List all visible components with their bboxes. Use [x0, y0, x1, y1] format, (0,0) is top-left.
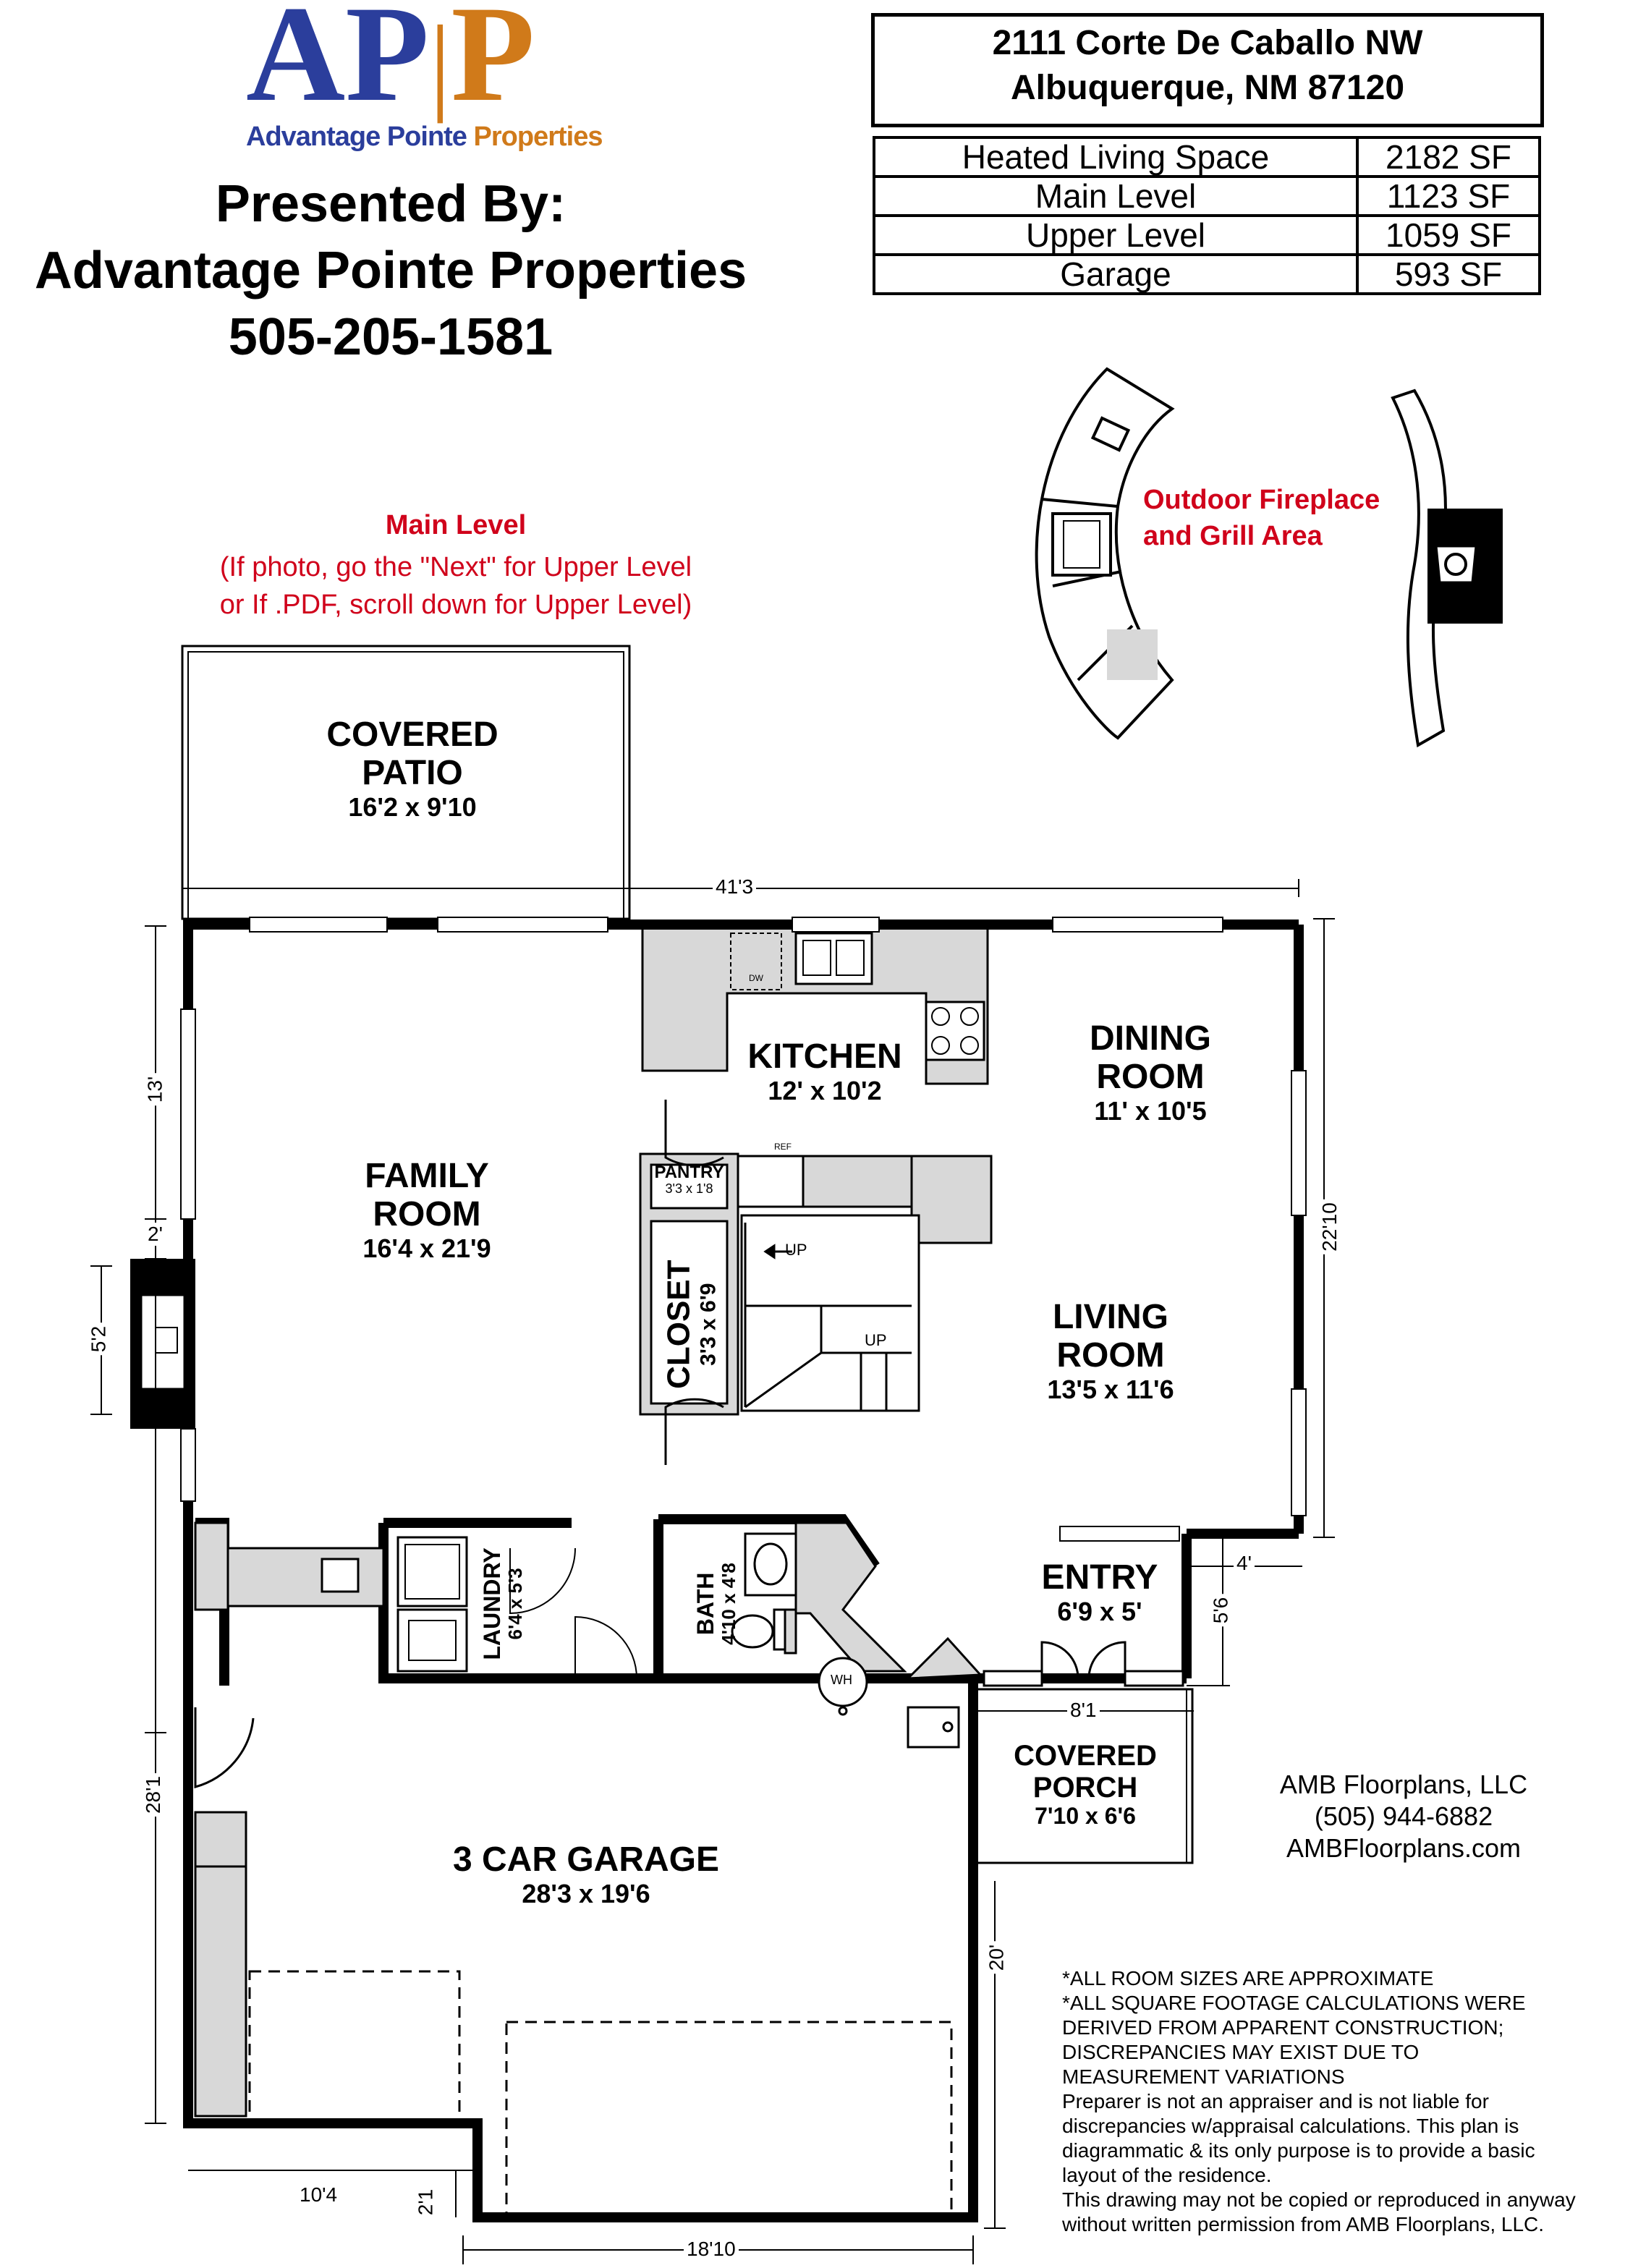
covered-patio-name-line1: COVERED: [326, 715, 498, 754]
room-laundry: [480, 1513, 526, 1694]
room-covered-porch: [984, 1740, 1187, 1829]
dim-right-2210: 22'10: [1318, 1199, 1341, 1254]
pantry-name: PANTRY: [654, 1163, 724, 1182]
level-title: Main Level: [385, 510, 527, 540]
room-dining: [1042, 1020, 1259, 1125]
garage-car-bays: [250, 1971, 951, 2214]
dim-right-4: 4': [1234, 1552, 1255, 1575]
room-pantry: [648, 1163, 731, 1197]
dim-left-2: 2': [145, 1223, 166, 1246]
disclaimer-line: DISCREPANCIES MAY EXIST DUE TO: [1062, 2041, 1420, 2063]
closet-size: 3'3 x 6'9: [696, 1283, 721, 1366]
room-garage: [405, 1841, 767, 1908]
kitchen-name: KITCHEN: [747, 1037, 902, 1076]
sqft-value: 593 SF: [1357, 255, 1540, 294]
sqft-label: Heated Living Space: [874, 137, 1357, 177]
entry-angled-wall: [908, 1639, 980, 1678]
bath-name: BATH: [692, 1572, 719, 1636]
disclaimer-line: diagrammatic & its only purpose is to provide a basic: [1062, 2139, 1535, 2162]
garage-shelf: [195, 1812, 246, 2116]
disclaimer-line: *ALL ROOM SIZES ARE APPROXIMATE: [1062, 1967, 1434, 1989]
room-living: [1006, 1299, 1215, 1403]
disclaimer-text: [1062, 1966, 1612, 2237]
covered-porch-size: 7'10 x 6'6: [1035, 1803, 1136, 1829]
living-room-size: 13'5 x 11'6: [1047, 1374, 1174, 1404]
outdoor-fireplace: [1393, 391, 1501, 745]
presented-by-label: Presented By:: [215, 175, 567, 233]
disclaimer-line: DERIVED FROM APPARENT CONSTRUCTION;: [1062, 2016, 1504, 2039]
preparer-phone: (505) 944-6882: [1314, 1801, 1493, 1831]
disclaimer-line: This drawing may not be copied or reproduced in anyway: [1062, 2188, 1576, 2211]
disclaimer-line: discrepancies w/appraisal calculations. This plan is: [1062, 2115, 1519, 2137]
room-entry: [1013, 1559, 1187, 1626]
dim-porch-81: 8'1: [1067, 1699, 1100, 1722]
bath-fixtures: [732, 1534, 796, 1653]
dim-top-width: 41'3: [713, 875, 756, 899]
address-line2: Albuquerque, NM 87120: [1010, 69, 1405, 107]
dishwasher-label: DW: [749, 973, 763, 983]
dim-bottom-21: 2'1: [414, 2186, 437, 2219]
presenter-phone: 505-205-1581: [228, 308, 553, 366]
entry-size: 6'9 x 5': [1057, 1596, 1142, 1626]
sqft-label: Main Level: [874, 177, 1357, 216]
room-closet: [661, 1234, 720, 1415]
outdoor-label-line2: and Grill Area: [1143, 521, 1323, 551]
room-kitchen: [724, 1038, 926, 1105]
disclaimer-line: layout of the residence.: [1062, 2164, 1272, 2186]
dim-left-281: 28'1: [142, 1773, 165, 1817]
dim-right-56: 5'6: [1209, 1594, 1232, 1627]
staircase: [742, 1215, 919, 1411]
preparer-website: AMBFloorplans.com: [1286, 1833, 1522, 1863]
logo-divider: |: [429, 4, 451, 124]
logo-letters-ap: AP: [246, 0, 430, 130]
disclaimer-line: without written permission from AMB Floorplans, LLC.: [1062, 2213, 1545, 2235]
sqft-value: 2182 SF: [1357, 137, 1540, 177]
covered-patio-name-line2: PATIO: [362, 753, 463, 792]
address-line1: 2111 Corte De Caballo NW: [992, 24, 1423, 62]
hall-counter: [195, 1523, 383, 1610]
bath-angled-wall: [796, 1523, 904, 1671]
preparer-name: AMB Floorplans, LLC: [1279, 1770, 1528, 1799]
level-note-line1: (If photo, go the "Next" for Upper Level: [219, 552, 692, 582]
room-covered-patio: [275, 716, 550, 821]
garage-sink: [908, 1707, 959, 1747]
family-room-name-line1: FAMILY: [365, 1157, 489, 1195]
sqft-value: 1123 SF: [1357, 177, 1540, 216]
stairs-up-label-2: UP: [865, 1331, 887, 1349]
entry-name: ENTRY: [1041, 1558, 1158, 1597]
kitchen-size: 12' x 10'2: [768, 1075, 882, 1105]
covered-patio-size: 16'2 x 9'10: [348, 791, 477, 822]
sqft-value: 1059 SF: [1357, 216, 1540, 255]
dim-bottom-1810: 18'10: [684, 2238, 739, 2261]
level-note-line2: or If .PDF, scroll down for Upper Level): [219, 590, 692, 620]
room-bath: [693, 1539, 739, 1669]
garage-name: 3 CAR GARAGE: [452, 1840, 720, 1879]
logo-company-part2: Properties: [473, 122, 603, 152]
stairs-up-label-1: UP: [785, 1241, 807, 1259]
laundry-name: LAUNDRY: [479, 1547, 506, 1660]
water-heater-label: WH: [831, 1673, 852, 1687]
logo-company-part1: Advantage Pointe: [246, 122, 474, 152]
garage-entry-door: [195, 1707, 253, 1787]
dining-room-name-line2: ROOM: [1096, 1057, 1205, 1096]
dining-room-size: 11' x 10'5: [1094, 1095, 1207, 1126]
disclaimer-line: MEASUREMENT VARIATIONS: [1062, 2065, 1345, 2088]
family-room-name-line2: ROOM: [373, 1194, 481, 1233]
bath-size: 4'10 x 4'8: [718, 1563, 740, 1645]
laundry-size: 6'4 x 5'3: [504, 1568, 527, 1640]
preparer-block: [1259, 1769, 1548, 1864]
dim-garage-20: 20': [985, 1942, 1008, 1974]
sqft-label: Garage: [874, 255, 1357, 294]
dim-left-13: 13': [143, 1074, 166, 1106]
pantry-size: 3'3 x 1'8: [665, 1181, 713, 1197]
outdoor-grill-counter: [1037, 369, 1172, 738]
family-room-fireplace: [130, 1259, 195, 1429]
dining-room-name-line1: DINING: [1090, 1019, 1211, 1058]
living-room-name-line1: LIVING: [1052, 1298, 1168, 1336]
covered-porch-name-line1: COVERED: [1014, 1740, 1157, 1772]
closet-name: CLOSET: [661, 1260, 697, 1389]
refrigerator-label: REF: [774, 1142, 792, 1152]
living-room-name-line2: ROOM: [1056, 1335, 1165, 1375]
family-room-size: 16'4 x 21'9: [362, 1233, 491, 1263]
room-family: [304, 1158, 550, 1262]
garage-size: 28'3 x 19'6: [522, 1878, 650, 1908]
dim-bottom-104: 10'4: [297, 2183, 340, 2207]
dim-left-52: 5'2: [87, 1323, 110, 1356]
sqft-label: Upper Level: [874, 216, 1357, 255]
disclaimer-line: *ALL SQUARE FOOTAGE CALCULATIONS WERE: [1062, 1992, 1526, 2014]
outdoor-label-line1: Outdoor Fireplace: [1143, 485, 1380, 515]
disclaimer-line: Preparer is not an appraiser and is not liable for: [1062, 2090, 1489, 2112]
logo-letters-p: P: [451, 0, 535, 130]
presenter-name: Advantage Pointe Properties: [34, 242, 747, 300]
covered-porch-name-line2: PORCH: [1032, 1772, 1138, 1804]
